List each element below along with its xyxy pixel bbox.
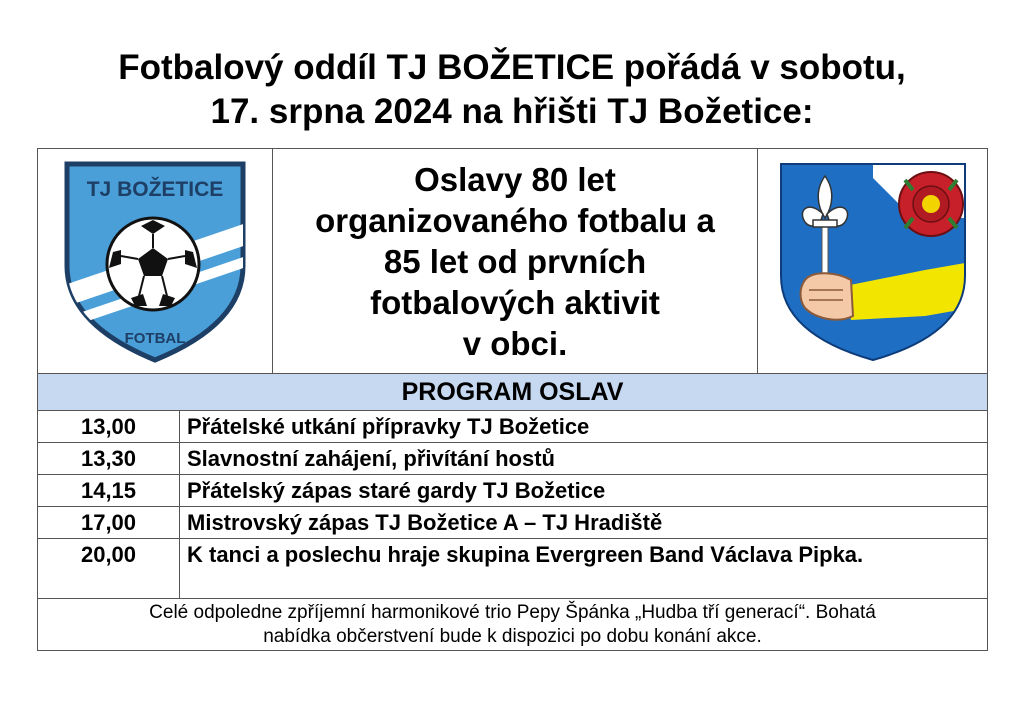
- program-time: 17,00: [38, 507, 180, 538]
- event-title-line: organizovaného fotbalu a: [315, 201, 715, 239]
- rose-icon: [899, 172, 963, 236]
- program-text: K tanci a poslechu hraje skupina Evergreen Band Václava Pipka.: [187, 542, 864, 567]
- program-row: [38, 539, 987, 599]
- footer-note: [38, 599, 987, 650]
- program-heading: PROGRAM OSLAV: [38, 374, 987, 411]
- program-text: Přátelský zápas staré gardy TJ Božetice: [187, 478, 606, 503]
- heading-line-1: Fotbalový oddíl TJ BOŽETICE pořádá v sobotu,: [118, 48, 906, 87]
- program-time: 14,15: [38, 475, 180, 506]
- event-title-line: Oslavy 80 let: [414, 160, 616, 198]
- program-table: [37, 148, 988, 651]
- event-title: [315, 159, 715, 364]
- program-text: Slavnostní zahájení, přivítání hostů: [187, 446, 555, 471]
- village-crest: [775, 158, 971, 364]
- program-text: Přátelské utkání přípravky TJ Božetice: [187, 414, 590, 439]
- program-text: Mistrovský zápas TJ Božetice A – TJ Hradiště: [187, 510, 663, 535]
- program-time: 13,00: [38, 411, 180, 442]
- footer-line-1: Celé odpoledne zpříjemní harmonikové trio Pepy Špánka „Hudba tří generací“. Bohatá: [149, 602, 876, 623]
- soccer-ball-icon: [107, 218, 199, 310]
- heading-line-2: 17. srpna 2024 na hřišti TJ Božetice:: [210, 92, 814, 131]
- event-title-line: v obci.: [462, 324, 568, 362]
- club-logo: [57, 156, 253, 366]
- event-title-line: fotbalových aktivit: [370, 283, 660, 321]
- program-time: 20,00: [38, 539, 180, 598]
- program-time: 13,30: [38, 443, 180, 474]
- logo-top-text: TJ BOŽETICE: [86, 178, 224, 201]
- program-row: [38, 507, 987, 539]
- program-row: [38, 411, 987, 443]
- village-crest-cell: [757, 149, 987, 373]
- program-row: [38, 443, 987, 475]
- poster-heading: [0, 46, 1024, 134]
- logo-bottom-text: FOTBAL: [124, 330, 186, 347]
- program-row: [38, 475, 987, 507]
- event-title-line: 85 let od prvních: [383, 242, 647, 280]
- event-title-cell: [273, 149, 757, 373]
- hero-row: [38, 149, 987, 374]
- footer-line-2: nabídka občerstvení bude k dispozici po dobu konání akce.: [263, 626, 762, 647]
- club-logo-cell: [38, 149, 273, 373]
